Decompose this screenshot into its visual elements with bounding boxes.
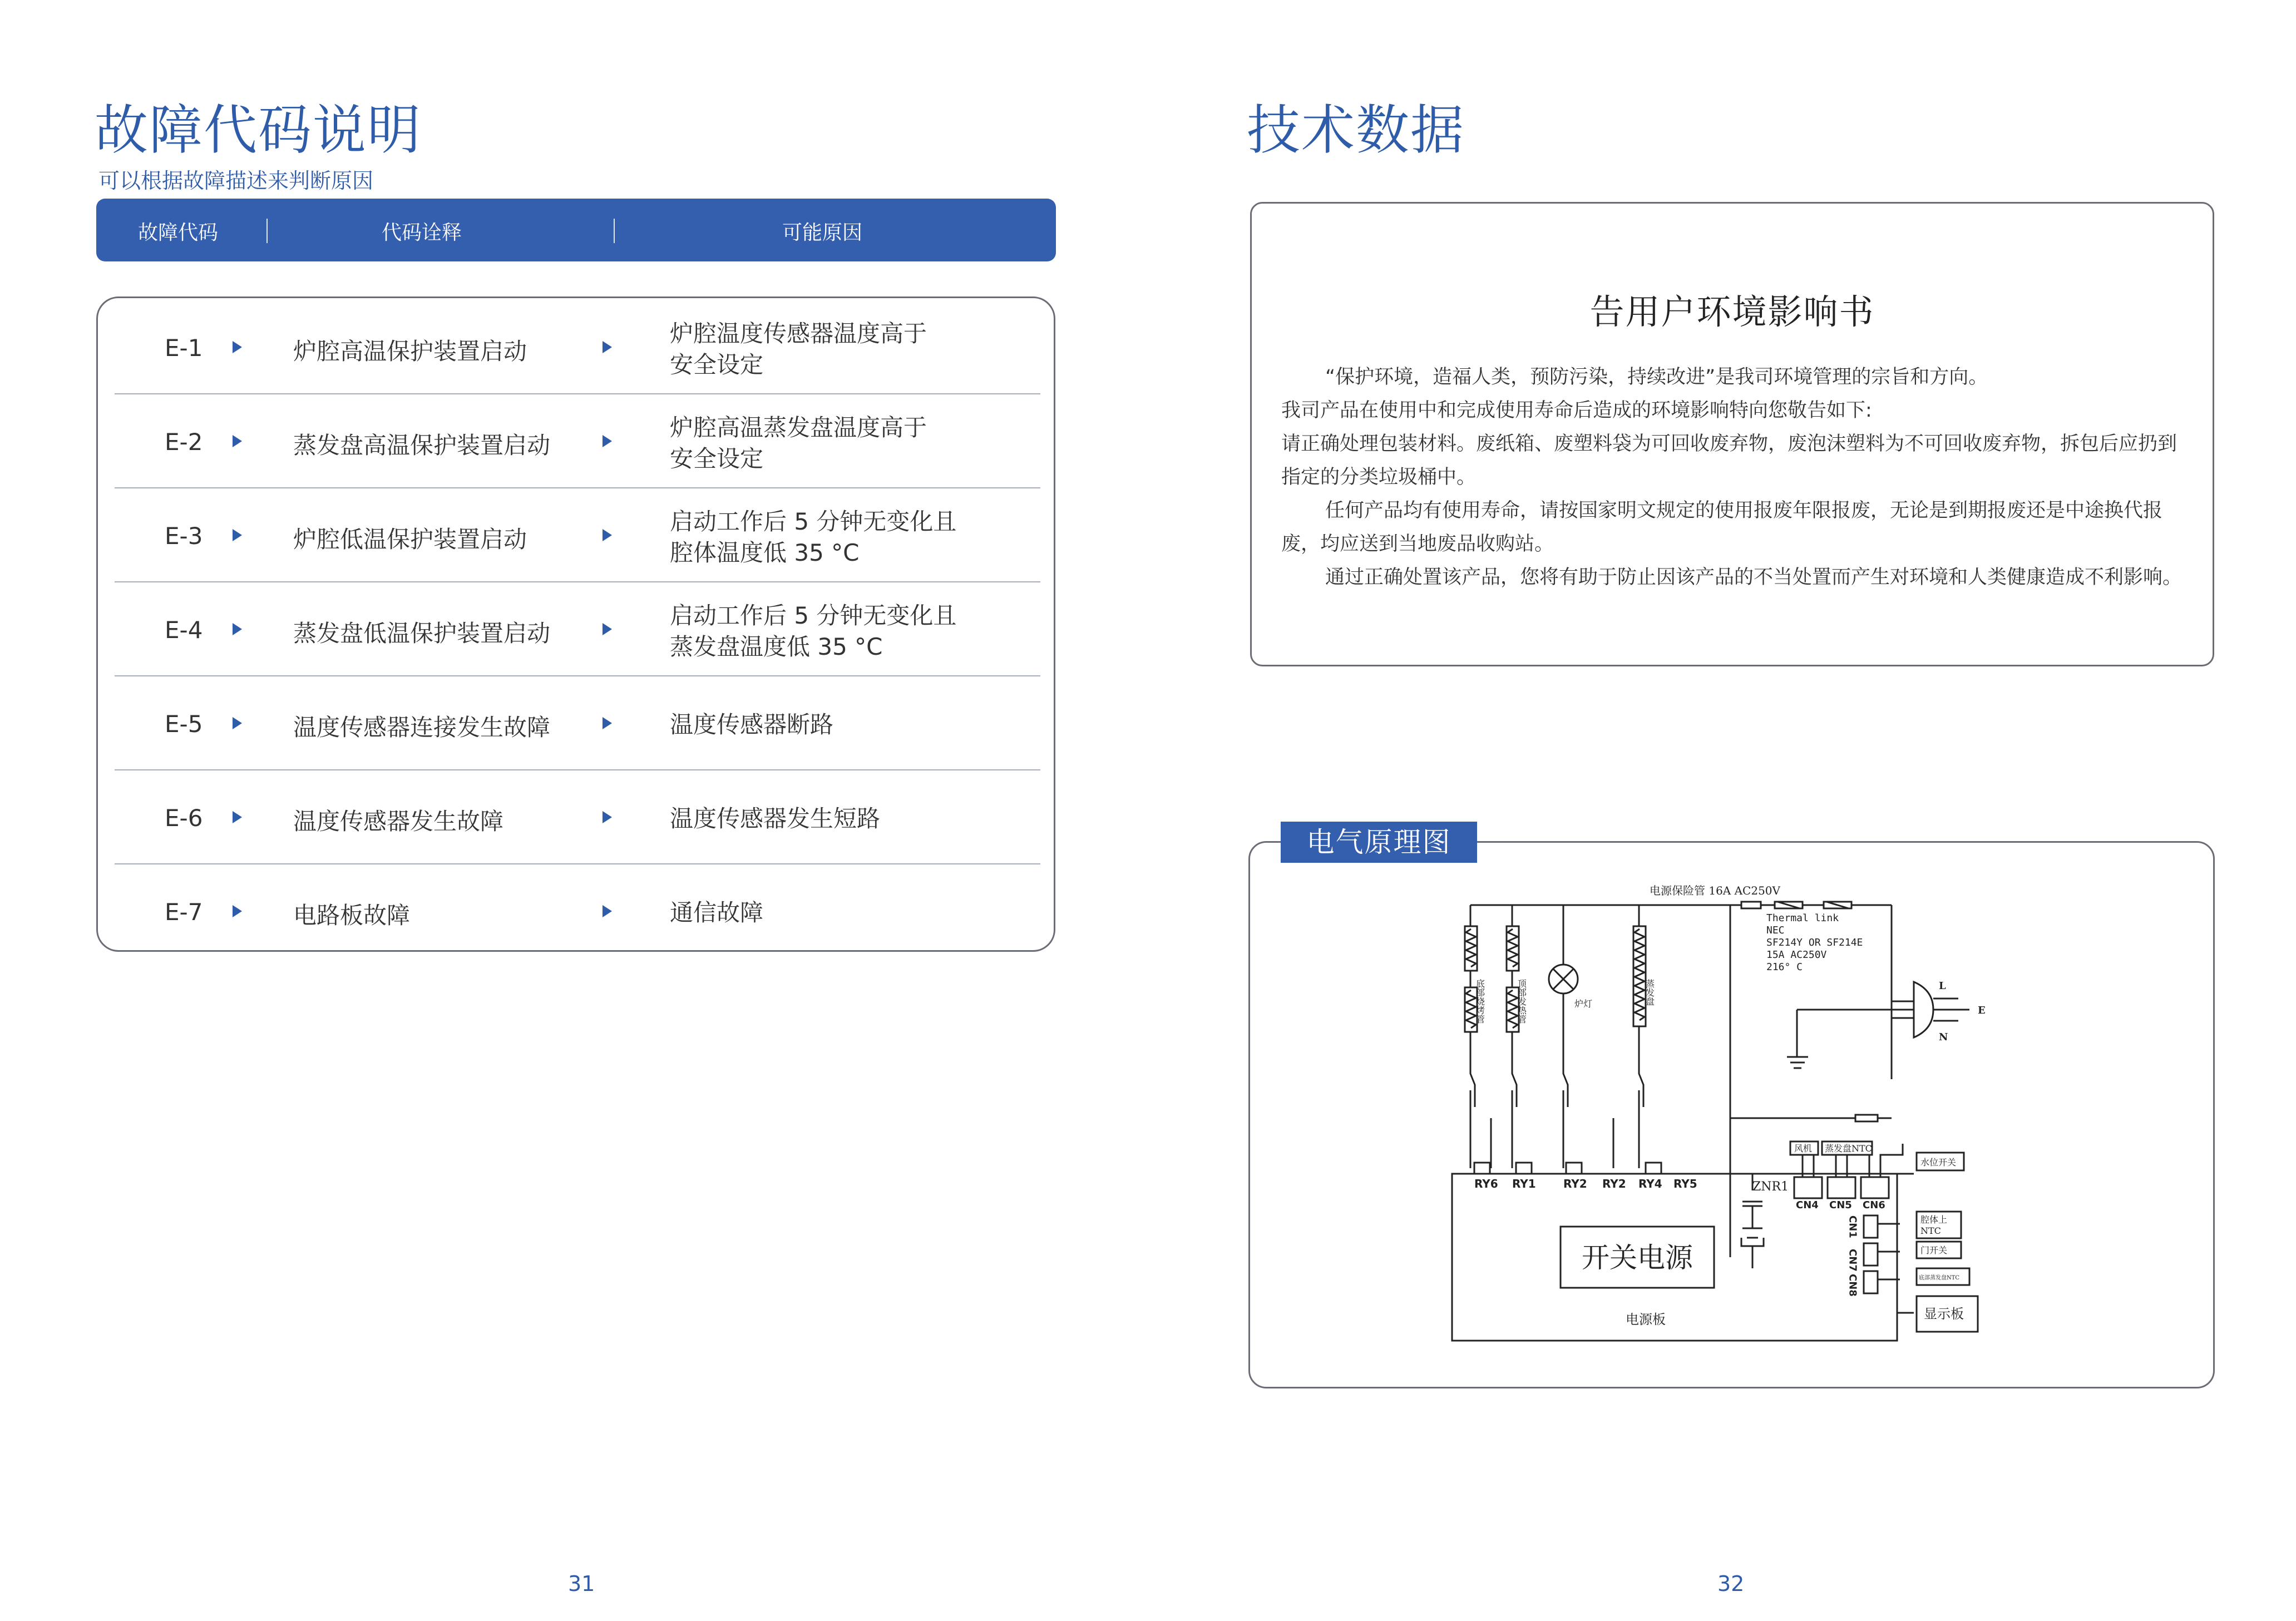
- switch-power-label: 开关电源: [1582, 1242, 1693, 1274]
- relay-label: RY5: [1673, 1177, 1697, 1190]
- header-fault-code: 故障代码: [138, 221, 219, 244]
- code-meaning: 温度传感器连接发生故障: [293, 714, 551, 741]
- page-number-left: 31: [568, 1571, 595, 1596]
- diagram-label: 电气原理图: [1281, 822, 1477, 863]
- fault-code: E-4: [165, 616, 203, 644]
- fault-code: E-2: [165, 428, 203, 456]
- connector-label: CN6: [1863, 1199, 1885, 1211]
- cause-line: 炉腔温度传感器温度高于: [670, 320, 927, 347]
- thermal-link-label: SF214Y OR SF214E: [1766, 937, 1863, 948]
- peripheral-label: NTC: [1920, 1225, 1941, 1236]
- cause-line: 安全设定: [670, 351, 764, 378]
- cause-line: 安全设定: [670, 445, 764, 472]
- plug-label-l: L: [1939, 980, 1946, 992]
- connector-label: CN4: [1796, 1199, 1819, 1211]
- code-meaning: 炉腔高温保护装置启动: [293, 338, 527, 365]
- thermal-link-label: NEC: [1766, 925, 1785, 936]
- fault-code: E-5: [165, 710, 203, 738]
- cause-line: 通信故障: [670, 899, 764, 926]
- heater-label: 蒸发盘: [1644, 979, 1655, 1006]
- cause-line: 启动工作后 5 分钟无变化且: [670, 508, 957, 535]
- relay-label: RY4: [1638, 1177, 1662, 1190]
- page-number-right: 32: [1717, 1571, 1745, 1596]
- board-label: 电源板: [1626, 1312, 1666, 1327]
- znr-label: ZNR1: [1752, 1180, 1789, 1194]
- code-meaning: 蒸发盘低温保护装置启动: [293, 620, 551, 647]
- notice-paragraph: 任何产品均有使用寿命，请按国家明文规定的使用报废年限报废，无论是到期报废还是中途换代报废，均应送到当地废品收购站。: [1281, 500, 2163, 555]
- notice-paragraph: 通过正确处置该产品，您将有助于防止因该产品的不当处置而产生对环境和人类健康造成不利影响。: [1325, 566, 2183, 589]
- notice-paragraph: 我司产品在使用中和完成使用寿命后造成的环境影响特向您敬告如下:: [1281, 399, 1872, 422]
- peripheral-label: 显示板: [1924, 1306, 1964, 1322]
- notice-paragraph: 请正确处理包装材料。废纸箱、废塑料袋为可回收废弃物，废泡沫塑料为不可回收废弃物，拆包后应扔到指定的分类垃圾桶中。: [1281, 433, 2178, 488]
- heater-label: 顶部发热管: [1516, 979, 1527, 1024]
- peripheral-label: 门开关: [1920, 1245, 1948, 1256]
- peripheral-label: 底部蒸发盘NTC: [1919, 1275, 1960, 1281]
- connector-label: CN8: [1846, 1274, 1859, 1297]
- page-title-left: 故障代码说明: [95, 99, 422, 161]
- cause-line: 启动工作后 5 分钟无变化且: [670, 602, 957, 629]
- relay-label: RY1: [1512, 1177, 1536, 1190]
- page-title-right: 技术数据: [1247, 99, 1465, 161]
- heater-label: 炉灯: [1574, 999, 1593, 1009]
- thermal-link-label: Thermal link: [1766, 912, 1839, 924]
- fault-code: E-6: [165, 804, 203, 832]
- code-meaning: 蒸发盘高温保护装置启动: [293, 432, 551, 459]
- connector-label: CN1: [1846, 1215, 1859, 1238]
- relay-label: RY6: [1474, 1177, 1498, 1190]
- plug-label-n: N: [1939, 1031, 1948, 1043]
- header-possible-cause: 可能原因: [782, 221, 863, 244]
- cause-line: 蒸发盘温度低 35 °C: [670, 633, 883, 660]
- cause-line: 温度传感器发生短路: [670, 805, 881, 832]
- header-code-meaning: 代码诠释: [382, 221, 462, 244]
- notice-paragraph: “保护环境，造福人类，预防污染，持续改进”是我司环境管理的宗旨和方向。: [1325, 366, 1988, 388]
- cause-line: 温度传感器断路: [670, 711, 834, 738]
- notice-title: 告用户环境影响书: [1589, 291, 1875, 332]
- plug-label-e: E: [1978, 1005, 1986, 1016]
- connector-label: CN5: [1829, 1199, 1852, 1211]
- page-subtitle: 可以根据故障描述来判断原因: [98, 169, 374, 193]
- peripheral-label: 水位开关: [1920, 1157, 1957, 1168]
- peripheral-label: 腔体上: [1920, 1214, 1948, 1225]
- cause-line: 炉腔高温蒸发盘温度高于: [670, 414, 927, 441]
- relay-label: RY2: [1563, 1177, 1587, 1190]
- fuse-label: 电源保险管 16A AC250V: [1650, 884, 1780, 897]
- peripheral-label: 蒸发盘NTC: [1825, 1143, 1872, 1154]
- connector-label: CN7: [1846, 1249, 1859, 1272]
- thermal-link-label: 216° C: [1766, 961, 1803, 973]
- heater-label: 底部烧烤管: [1474, 979, 1485, 1024]
- fault-code: E-3: [165, 522, 203, 550]
- cause-line: 腔体温度低 35 °C: [670, 539, 860, 566]
- code-meaning: 炉腔低温保护装置启动: [293, 526, 527, 553]
- fault-code: E-1: [165, 334, 203, 362]
- peripheral-label: 风机: [1794, 1143, 1813, 1154]
- fault-code: E-7: [165, 898, 203, 926]
- thermal-link-label: 15A AC250V: [1766, 949, 1827, 961]
- code-meaning: 温度传感器发生故障: [293, 808, 504, 835]
- relay-label: RY2: [1602, 1177, 1626, 1190]
- code-meaning: 电路板故障: [293, 902, 411, 929]
